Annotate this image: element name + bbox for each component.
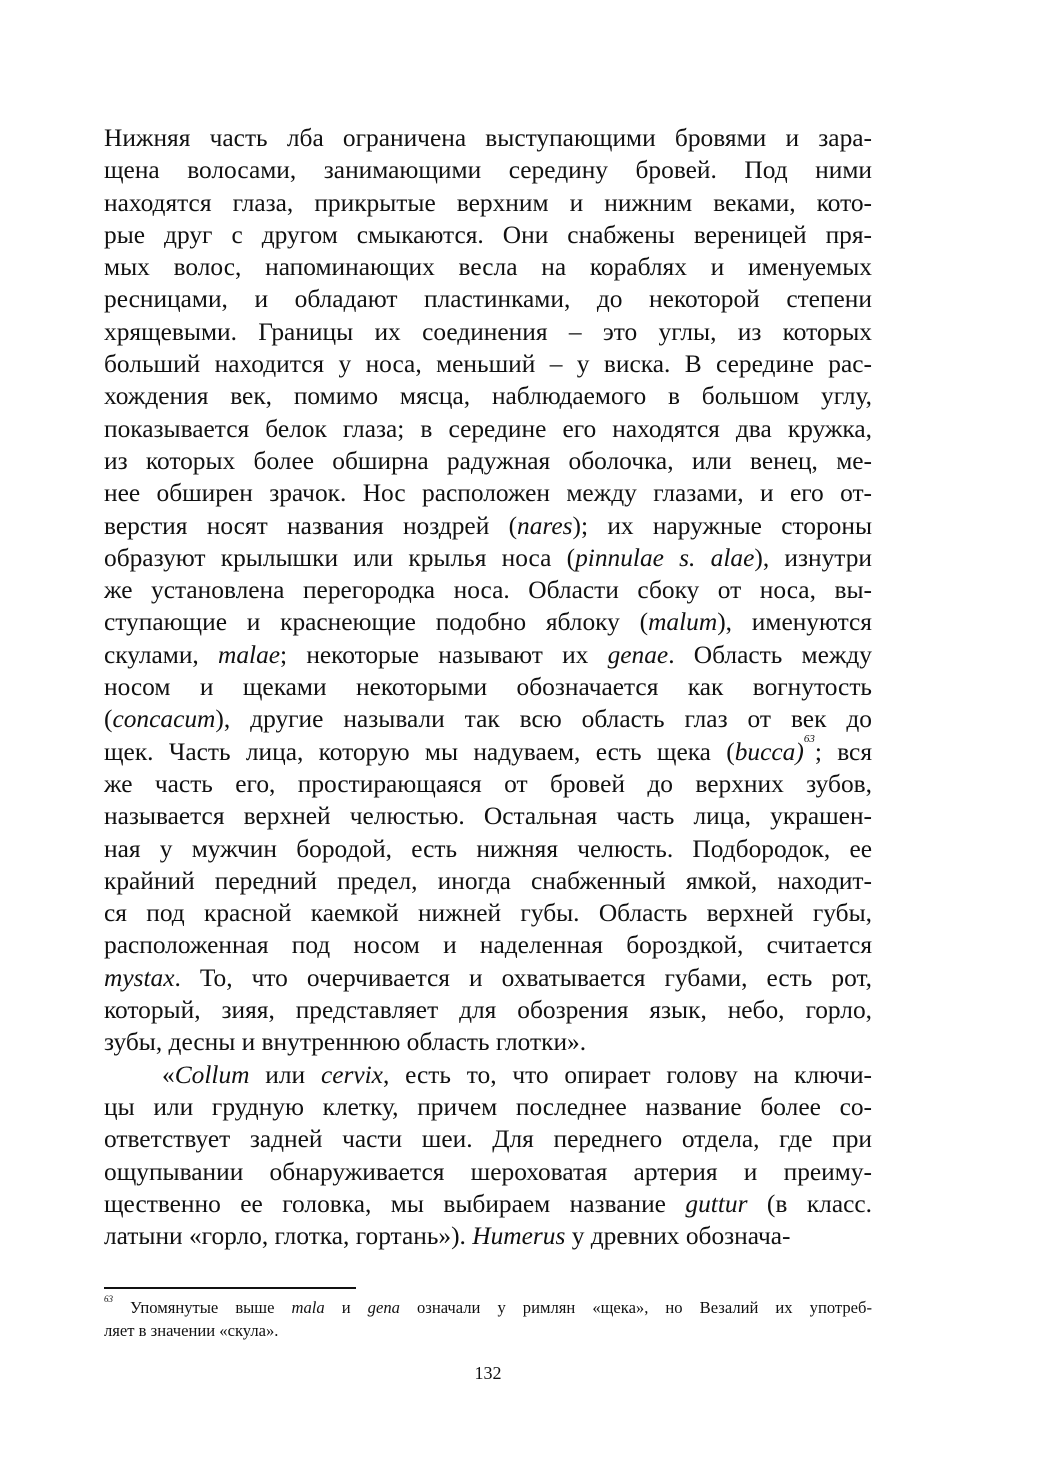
- latin-term: bucca): [734, 737, 804, 766]
- text-line: [104, 1188, 872, 1220]
- text-run: же установлена перегородка носа. Области сбоку от носа, вы-: [104, 576, 872, 605]
- latin-term: gena: [367, 1298, 400, 1317]
- latin-term: nares: [517, 511, 573, 540]
- text-run: , есть то, что опирает голову на ключи-: [382, 1060, 872, 1089]
- text-run: ся под красной каемкой нижней губы. Область верхней губы,: [104, 899, 872, 928]
- text-line: [104, 122, 872, 154]
- text-line: [104, 732, 872, 768]
- text-run: Нижняя часть лба ограничена выступающими бровями и зара-: [104, 124, 872, 152]
- page-number: 132: [474, 1363, 502, 1383]
- text-run: (в класс.: [747, 1189, 872, 1218]
- text-run: который, зияя, представляет для обозрения язык, небо, горло,: [104, 996, 872, 1025]
- text-line: [104, 477, 872, 509]
- text-line: [104, 606, 872, 638]
- text-run: (: [104, 705, 113, 734]
- text-run: означали у римлян «щека», но Везалий их употреб-: [399, 1298, 872, 1317]
- text-run: ресницами, и обладают пластинками, до некоторой степени: [104, 285, 872, 314]
- text-line: [104, 283, 872, 315]
- text-run: верстия носят названия ноздрей (: [104, 511, 518, 540]
- text-line: [104, 380, 872, 412]
- footnote-separator: [104, 1287, 356, 1289]
- text-line: [104, 348, 872, 380]
- text-line: [104, 219, 872, 251]
- text-line: [104, 187, 872, 219]
- text-line: [104, 1319, 872, 1342]
- text-line: [104, 929, 872, 961]
- latin-term: Humerus: [472, 1222, 566, 1251]
- text-run: ); их наружные стороны: [572, 511, 872, 540]
- latin-term: malum: [648, 608, 718, 637]
- text-line: [104, 671, 872, 703]
- text-line: [104, 768, 872, 800]
- latin-term: malae: [217, 640, 281, 669]
- text-run: называется верхней челюстью. Остальная часть лица, украшен-: [104, 802, 872, 831]
- latin-term: Collum: [174, 1060, 250, 1089]
- text-run: щек. Часть лица, которую мы надуваем, есть щека (: [104, 737, 735, 766]
- latin-term: pinnulae s. alae: [575, 543, 755, 572]
- text-run: хождения век, помимо мясца, наблюдаемого в большом углу,: [104, 382, 872, 411]
- text-line: [104, 1059, 872, 1091]
- text-run: ), именуются: [717, 608, 872, 637]
- text-run: щена волосами, занимающими середину бровей. Под ними: [104, 156, 872, 185]
- text-line: [104, 251, 872, 283]
- main-text: [104, 122, 872, 1252]
- latin-term: concacum: [112, 705, 216, 734]
- latin-term: mala: [291, 1298, 325, 1317]
- text-run: ступающие и краснеющие подобно яблоку (: [104, 608, 649, 637]
- text-line: [104, 1026, 872, 1058]
- text-run: или: [249, 1060, 321, 1089]
- text-run: нее обширен зрачок. Нос расположен между глазами, и его от-: [104, 479, 872, 508]
- latin-term: guttur: [685, 1189, 748, 1218]
- text-run: Упомянутые выше: [113, 1298, 292, 1317]
- text-line: [104, 1091, 872, 1123]
- text-line: [104, 800, 872, 832]
- text-line: [104, 1220, 872, 1252]
- text-line: [104, 413, 872, 445]
- text-line: [104, 1156, 872, 1188]
- text-run: щественно ее головка, мы выбираем название: [104, 1189, 686, 1218]
- text-run: . То, что очерчивается и охватывается губами, есть рот,: [174, 963, 872, 992]
- text-line: [104, 445, 872, 477]
- text-run: носом и щеками некоторыми обозначается как вогнутость: [104, 673, 872, 702]
- text-run: рые друг с другом смыкаются. Они снабжены вереницей пря-: [104, 220, 872, 249]
- text-run: находятся глаза, прикрытые верхним и нижним веками, кото-: [104, 188, 872, 217]
- text-line: [104, 865, 872, 897]
- latin-term: cervix: [320, 1060, 383, 1089]
- text-run: скулами,: [104, 640, 218, 669]
- text-line: [104, 703, 872, 735]
- text-line: [104, 574, 872, 606]
- text-line: [104, 316, 872, 348]
- latin-term: mystax: [104, 963, 175, 992]
- paragraph-1: [104, 122, 872, 1059]
- text-run: крайний передний предел, иногда снабженный ямкой, находит-: [104, 866, 872, 895]
- text-run: ная у мужчин бородой, есть нижняя челюсть. Подбородок, ее: [104, 834, 872, 863]
- text-line: [104, 510, 872, 542]
- text-run: из которых более обширна радужная оболочка, или венец, ме-: [104, 446, 872, 475]
- text-run: . Область между: [668, 640, 872, 669]
- text-run: мых волос, напоминающих весла на кораблях и именуемых: [104, 253, 872, 282]
- text-run: же часть его, простирающаяся от бровей до верхних зубов,: [104, 769, 872, 798]
- text-line: [104, 962, 872, 994]
- text-run: ляет в значении «скула».: [104, 1321, 279, 1340]
- text-line: [104, 1296, 872, 1319]
- text-run: цы или грудную клетку, причем последнее название более со-: [104, 1092, 872, 1121]
- text-run: хрящевыми. Границы их соединения – это углы, из которых: [104, 317, 872, 346]
- text-run: образуют крылышки или крылья носа (: [104, 543, 576, 572]
- text-run: ответствует задней части шеи. Для переднего отдела, где при: [104, 1125, 872, 1154]
- text-run: ощупывании обнаруживается шероховатая артерия и преиму-: [104, 1157, 872, 1186]
- text-run: и: [324, 1298, 368, 1317]
- text-run: зубы, десны и внутреннюю область глотки».: [104, 1028, 587, 1057]
- footnote: [104, 1296, 872, 1342]
- footnote-marker: 63: [803, 732, 815, 745]
- text-run: показывается белок глаза; в середине его находятся два кружка,: [104, 414, 872, 443]
- text-run: ), другие называли так всю область глаз от век до: [215, 705, 872, 734]
- text-run: «: [162, 1060, 175, 1089]
- paragraph-2: [104, 1059, 872, 1253]
- text-run: ; некоторые называют их: [280, 640, 608, 669]
- text-run: ; вся: [814, 737, 872, 766]
- text-line: [104, 1123, 872, 1155]
- footnote-marker: 63: [104, 1294, 113, 1304]
- text-run: больший находится у носа, меньший – у виска. В середине рас-: [104, 350, 872, 379]
- text-line: [104, 897, 872, 929]
- text-run: ), изнутри: [754, 543, 872, 572]
- text-line: [104, 542, 872, 574]
- text-line: [104, 154, 872, 186]
- text-line: [104, 833, 872, 865]
- latin-term: genae: [607, 640, 669, 669]
- text-line: [104, 639, 872, 671]
- text-run: латыни «горло, глотка, гортань»).: [104, 1222, 473, 1251]
- text-run: у древних обознача-: [565, 1222, 791, 1251]
- text-run: расположенная под носом и наделенная бороздкой, считается: [104, 931, 872, 960]
- text-line: [104, 994, 872, 1026]
